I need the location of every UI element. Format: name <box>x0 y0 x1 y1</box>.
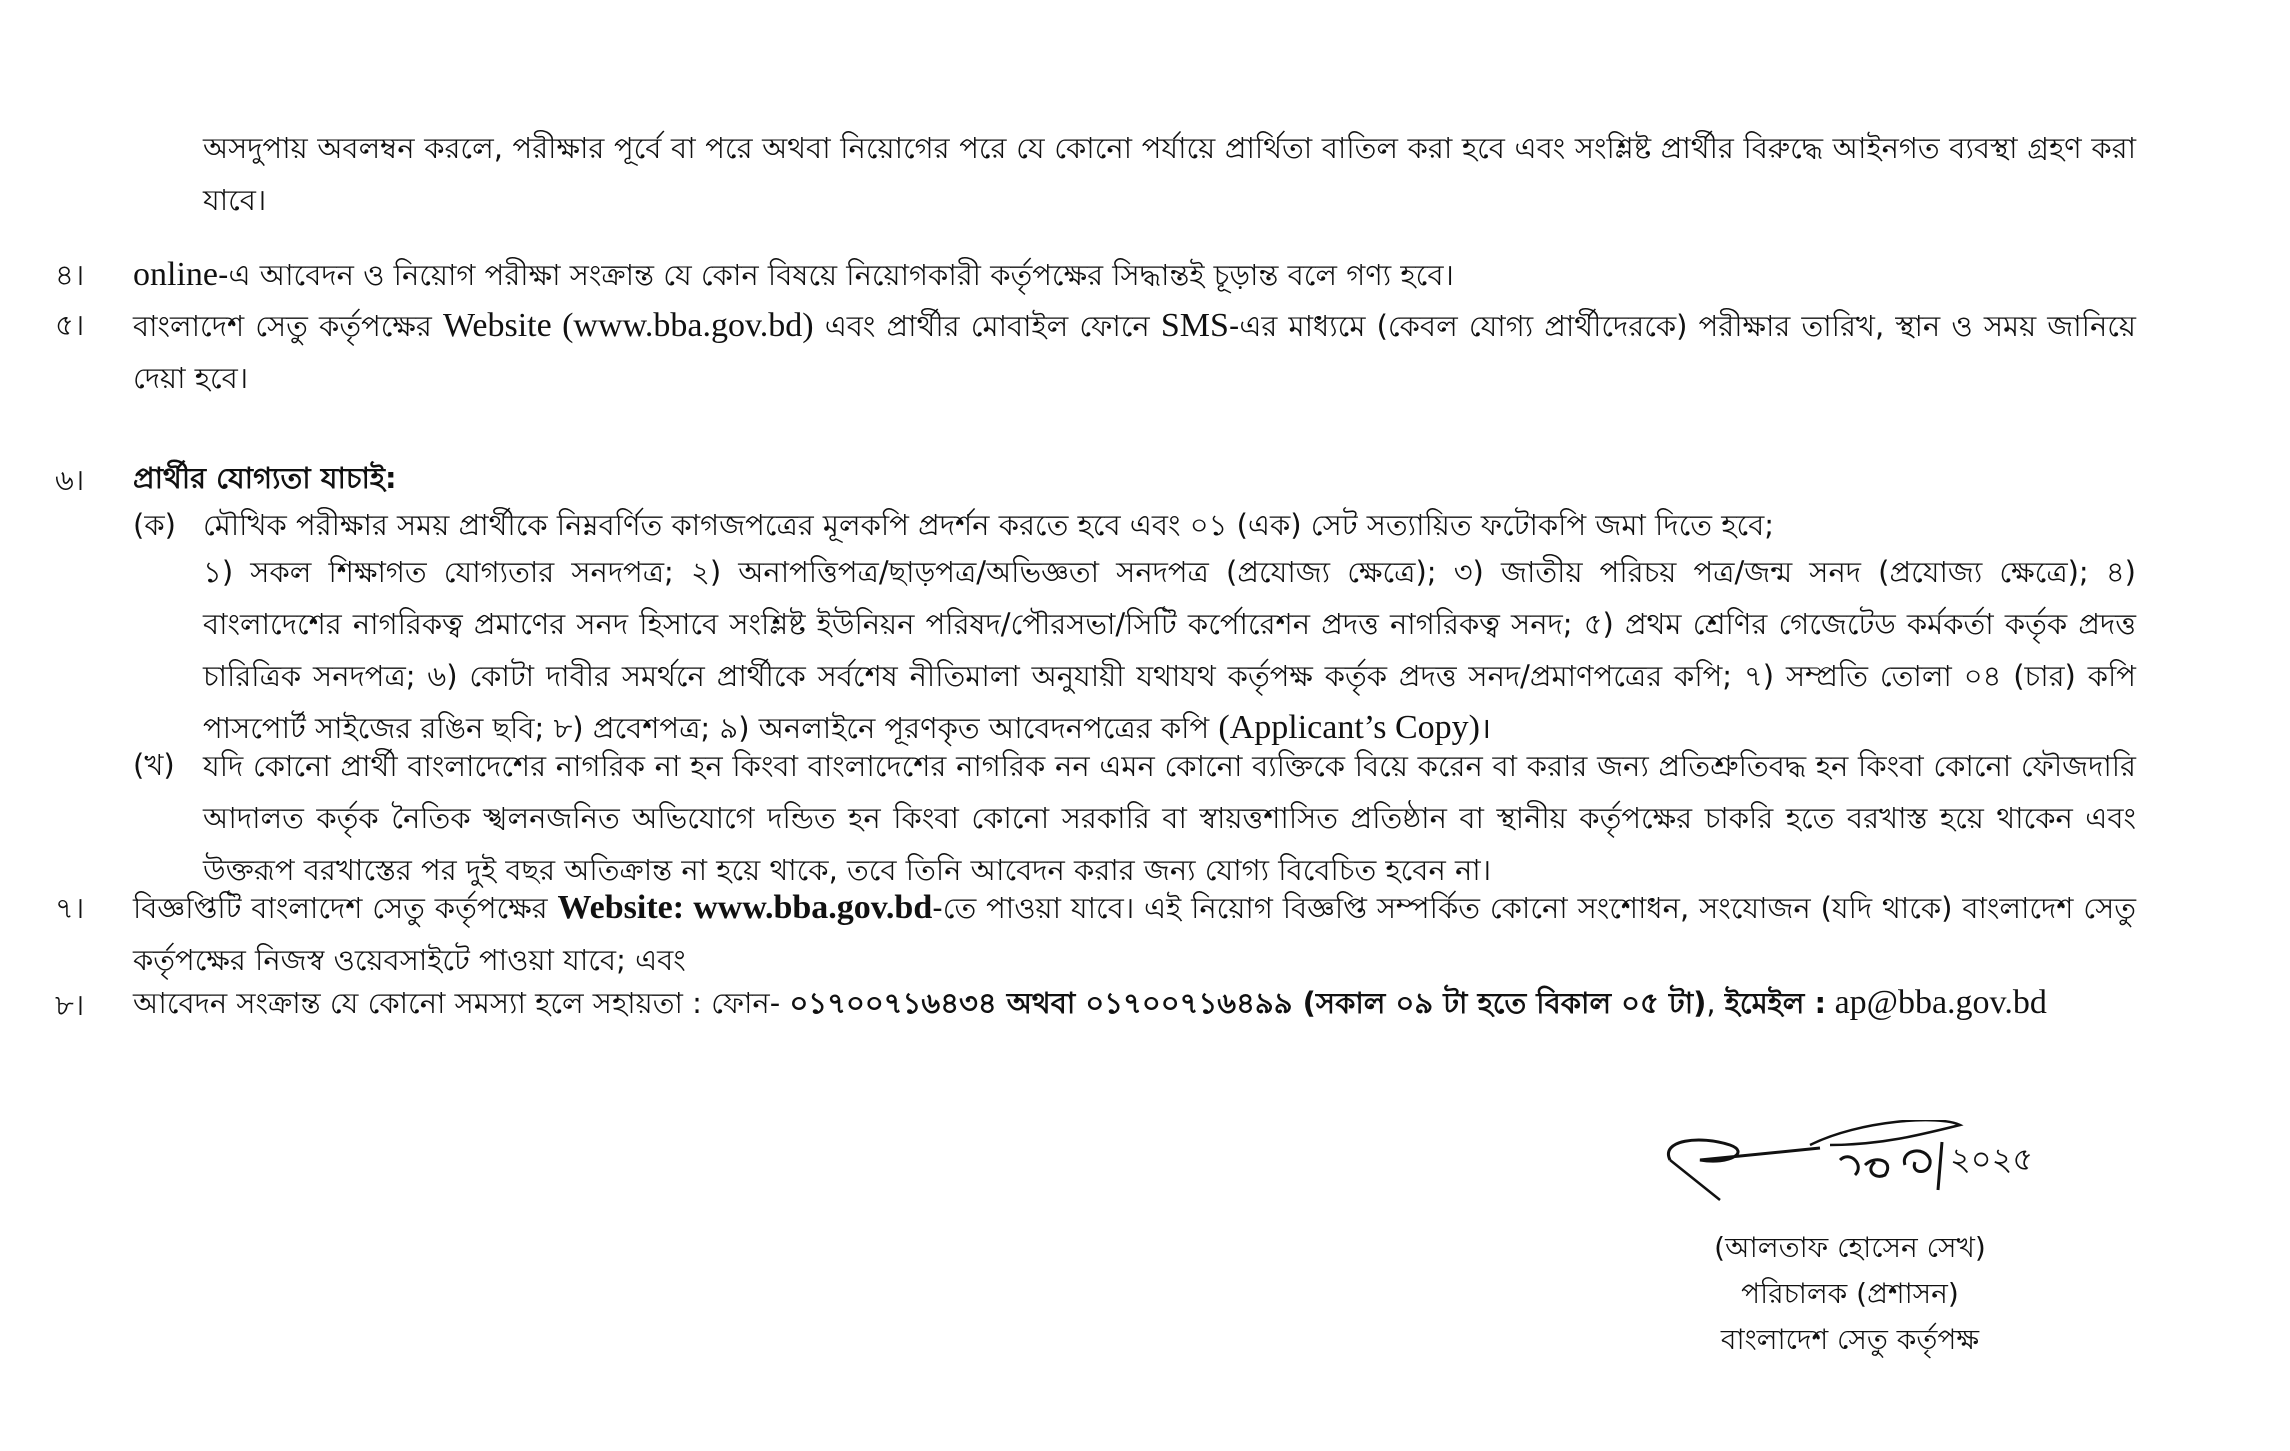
item-6-heading: প্রার্থীর যোগ্যতা যাচাই: <box>133 461 397 495</box>
item-6-ka-text: মৌখিক পরীক্ষার সময় প্রার্থীকে নিম্নবর্ণিত কাগজপত্রের মূলকপি প্রদর্শন করতে হবে এবং ০১ (এক) সেট সত্যায়িত ফটোকপি জমা দিতে হবে; <box>203 508 1775 542</box>
signatory-designation: পরিচালক (প্রশাসন) <box>1741 1277 1959 1310</box>
email-label: ইমেইল : <box>1724 986 1827 1020</box>
item-7-website-link[interactable]: Website: www.bba.gov.bd <box>557 889 933 926</box>
item-8-text <box>133 983 2047 1023</box>
item-4-number: ৪। <box>55 258 85 292</box>
item-7-part1: বিজ্ঞপ্তিটি বাংলাদেশ সেতু কর্তৃপক্ষের <box>133 891 558 925</box>
document-list-text: ১) সকল শিক্ষাগত যোগ্যতার সনদপত্র; ২) অনাপত্তিপত্র/ছাড়পত্র/অভিজ্ঞতা সনদপত্র (প্রযোজ্য ক্ষেত্রে); ৩) জাতীয় পরিচয় পত্র/জন্ম সনদ (প্রযোজ্য ক্ষেত্রে); ৪) বাংলাদেশের নাগরিকত্ব প্রমাণের সনদ হিসাবে সংশ্লিষ্ট ইউনিয়ন পরিষদ/পৌরসভা/সিটি কর্পোরেশন প্রদত্ত নাগরিকত্ব সনদ; ৫) প্রথম শ্রেণির গেজেটেড কর্মকর্তা কর্তৃক প্রদত্ত চারিত্রিক সনদপত্র; ৬) কোটা দাবীর সমর্থনে প্রার্থীকে সর্বশেষ নীতিমালা অনুযায়ী যথাযথ কর্তৃপক্ষ কর্তৃক প্রদত্ত সনদ/প্রমাণপত্রের কপি; ৭) সম্প্রতি তোলা ০৪ (চার) কপি পাসপোর্ট সাইজের রঙিন ছবি; ৮) প্রবেশপত্র; ৯) অনলাইনে পূরণকৃত আবেদনপত্রের কপি <box>203 555 2136 745</box>
applicants-copy-text: (Applicant’s Copy) <box>1218 709 1480 746</box>
signatory-name: (আলতাফ হোসেন সেখ) <box>1714 1231 1986 1264</box>
item-7-part2: -তে পাওয়া যাবে। এই নিয়োগ বিজ্ঞপ্তি সম্পর্কিত কোনো সংশোধন, সংযোজন (যদি থাকে) বাংলাদেশ সেতু কর্তৃপক্ষের নিজস্ব ওয়েবসাইটে পাওয়া যাবে; এবং <box>133 891 2136 977</box>
item-4-body: -এ আবেদন ও নিয়োগ পরীক্ষা সংক্রান্ত যে কোন বিষয়ে নিয়োগকারী কর্তৃপক্ষের সিদ্ধান্তই চূড়ান্ত বলে গণ্য হবে। <box>217 258 1454 292</box>
item-5-part3: -এর মাধ্যমে (কেবল যোগ্য প্রার্থীদেরকে) পরীক্ষার তারিখ, স্থান ও সময় জানিয়ে দেয়া হবে। <box>133 309 2136 395</box>
item-5-sms: SMS <box>1160 307 1229 344</box>
item-6-ka-label: (ক) <box>133 508 176 542</box>
item-4-latin: online <box>133 256 218 293</box>
office-hours: (সকাল ০৯ টা হতে বিকাল ০৫ টা) <box>1292 986 1707 1020</box>
signature-block <box>1640 1225 2060 1363</box>
item-4-text <box>133 255 1454 295</box>
phone-number-1[interactable]: ০১৭০০৭১৬৪৩৪ <box>789 986 997 1020</box>
phone-number-2[interactable]: ০১৭০০৭১৬৪৯৯ <box>1085 986 1293 1020</box>
item-6-kha-label: (খ) <box>133 748 175 782</box>
item-8-number: ৮। <box>55 988 85 1022</box>
item-5-part2: এবং প্রার্থীর মোবাইল ফোনে <box>813 309 1161 343</box>
svg-text:২০২৫: ২০২৫ <box>1950 1140 2034 1178</box>
item-5-number: ৫। <box>55 308 85 342</box>
item-6-kha-text <box>203 740 2136 896</box>
document-list-end: । <box>1479 711 1491 745</box>
item-5-website[interactable]: Website (www.bba.gov.bd) <box>443 307 814 344</box>
item-5-text <box>133 300 2136 404</box>
email-address[interactable]: ap@bba.gov.bd <box>1826 984 2047 1021</box>
kha-body: যদি কোনো প্রার্থী বাংলাদেশের নাগরিক না হন কিংবা বাংলাদেশের নাগরিক নন এমন কোনো ব্যক্তিকে বিয়ে করেন বা করার জন্য প্রতিশ্রুতিবদ্ধ হন কিংবা কোনো ফৌজদারি আদালত কর্তৃক নৈতিক স্খলনজনিত অভিযোগে দন্ডিত হন কিংবা কোনো সরকারি বা স্বায়ত্তশাসিত প্রতিষ্ঠান বা স্থানীয় কর্তৃপক্ষের চাকরি হতে বরখাস্ত হয়ে থাকেন এবং উক্তরূপ বরখাস্তের পর দুই বছর অতিক্রান্ত না হয়ে থাকে, তবে তিনি আবেদন করার জন্য যোগ্য বিবেচিত হবেন না। <box>203 749 2136 887</box>
helpline-label: আবেদন সংক্রান্ত যে কোনো সমস্যা হলে সহায়তা : ফোন- <box>133 986 790 1020</box>
item-6-number: ৬। <box>55 463 85 497</box>
continuation-paragraph <box>203 122 2136 226</box>
phone-or: অথবা <box>996 986 1086 1020</box>
item-6-ka-document-list <box>203 546 2136 754</box>
item-5-part1: বাংলাদেশ সেতু কর্তৃপক্ষের <box>133 309 443 343</box>
item-7-text <box>133 882 2136 986</box>
item-7-number: ৭। <box>55 891 85 925</box>
signature-scribble-icon <box>1660 1120 2080 1230</box>
signatory-organization: বাংলাদেশ সেতু কর্তৃপক্ষ <box>1720 1323 1980 1356</box>
separator: , <box>1706 986 1725 1020</box>
continuation-text: অসদুপায় অবলম্বন করলে, পরীক্ষার পূর্বে বা পরে অথবা নিয়োগের পরে যে কোনো পর্যায়ে প্রার্থিতা বাতিল করা হবে এবং সংশ্লিষ্ট প্রার্থীর বিরুদ্ধে আইনগত ব্যবস্থা গ্রহণ করা যাবে। <box>203 131 2136 217</box>
